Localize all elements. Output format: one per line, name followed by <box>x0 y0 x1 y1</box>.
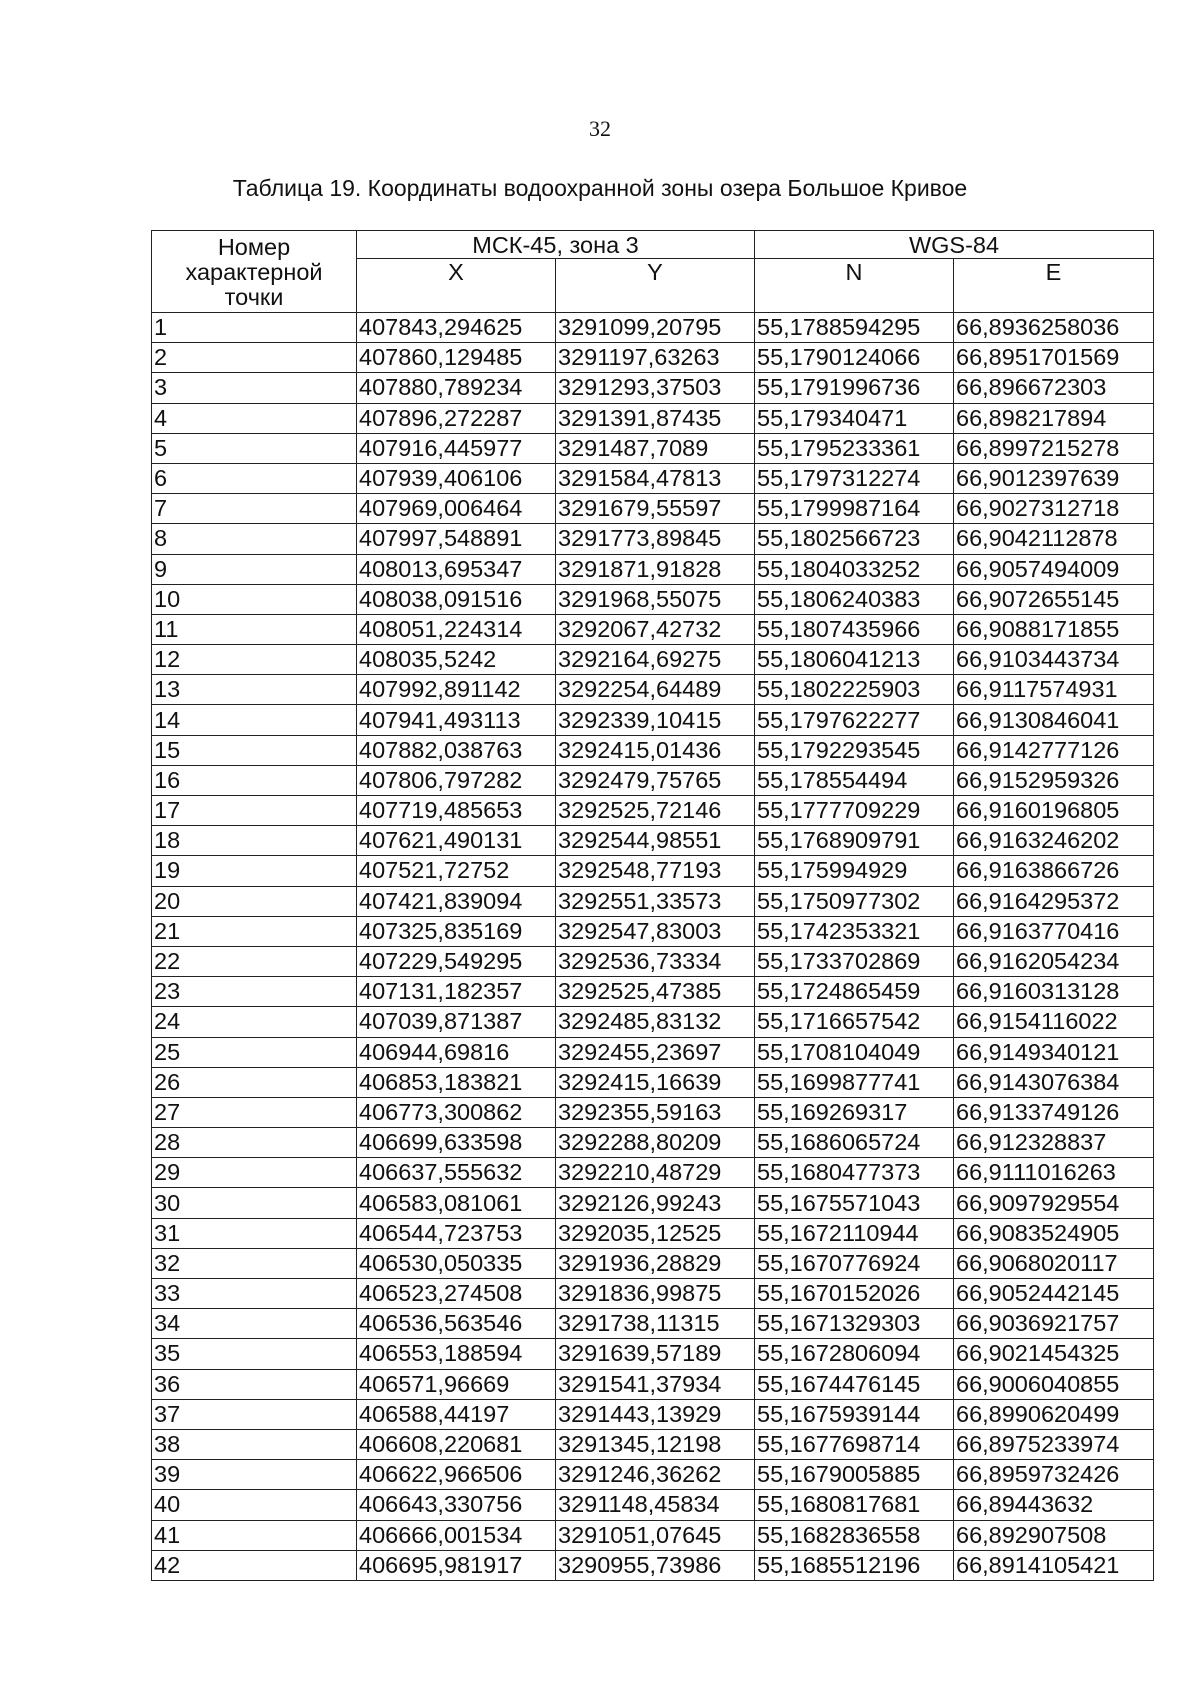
y-cell: 3292067,42732 <box>556 614 755 644</box>
y-cell: 3292547,83003 <box>556 916 755 946</box>
x-cell: 406544,723753 <box>357 1218 556 1248</box>
e-cell: 66,9036921757 <box>954 1309 1154 1339</box>
x-cell: 407421,839094 <box>357 886 556 916</box>
e-cell: 66,9152959326 <box>954 765 1154 795</box>
x-cell: 406695,981917 <box>357 1550 556 1580</box>
x-cell: 406637,555632 <box>357 1158 556 1188</box>
header-x: X <box>357 259 556 313</box>
y-cell: 3292548,77193 <box>556 856 755 886</box>
e-cell: 66,9164295372 <box>954 886 1154 916</box>
point-number-cell: 32 <box>152 1248 357 1278</box>
point-number-cell: 29 <box>152 1158 357 1188</box>
point-number-cell: 33 <box>152 1279 357 1309</box>
x-cell: 406643,330756 <box>357 1490 556 1520</box>
e-cell: 66,9111016263 <box>954 1158 1154 1188</box>
table-row <box>152 554 1154 584</box>
point-number-cell: 14 <box>152 705 357 735</box>
n-cell: 55,1797622277 <box>755 705 954 735</box>
e-cell: 66,9163770416 <box>954 916 1154 946</box>
table-row <box>152 1399 1154 1429</box>
x-cell: 406699,633598 <box>357 1128 556 1158</box>
table-row <box>152 765 1154 795</box>
e-cell: 66,892907508 <box>954 1520 1154 1550</box>
e-cell: 66,9006040855 <box>954 1369 1154 1399</box>
y-cell: 3291099,20795 <box>556 313 755 343</box>
point-number-cell: 20 <box>152 886 357 916</box>
table-row <box>152 1097 1154 1127</box>
table-row <box>152 584 1154 614</box>
n-cell: 55,1675939144 <box>755 1399 954 1429</box>
e-cell: 66,9154116022 <box>954 1007 1154 1037</box>
y-cell: 3292485,83132 <box>556 1007 755 1037</box>
y-cell: 3291871,91828 <box>556 554 755 584</box>
x-cell: 406553,188594 <box>357 1339 556 1369</box>
e-cell: 66,896672303 <box>954 373 1154 403</box>
table-row <box>152 1128 1154 1158</box>
y-cell: 3292355,59163 <box>556 1097 755 1127</box>
table-row <box>152 614 1154 644</box>
x-cell: 407860,129485 <box>357 343 556 373</box>
table-row <box>152 1158 1154 1188</box>
e-cell: 66,9083524905 <box>954 1218 1154 1248</box>
n-cell: 55,169269317 <box>755 1097 954 1127</box>
e-cell: 66,9088171855 <box>954 614 1154 644</box>
n-cell: 55,1806041213 <box>755 645 954 675</box>
n-cell: 55,1768909791 <box>755 826 954 856</box>
e-cell: 66,9143076384 <box>954 1067 1154 1097</box>
e-cell: 66,9163866726 <box>954 856 1154 886</box>
n-cell: 55,1671329303 <box>755 1309 954 1339</box>
n-cell: 55,1685512196 <box>755 1550 954 1580</box>
x-cell: 407997,548891 <box>357 524 556 554</box>
y-cell: 3292455,23697 <box>556 1037 755 1067</box>
point-number-cell: 35 <box>152 1339 357 1369</box>
x-cell: 407621,490131 <box>357 826 556 856</box>
e-cell: 66,9160313128 <box>954 977 1154 1007</box>
point-number-cell: 28 <box>152 1128 357 1158</box>
n-cell: 55,1716657542 <box>755 1007 954 1037</box>
header-point-number: Номер характерной точки <box>152 231 357 313</box>
e-cell: 66,8914105421 <box>954 1550 1154 1580</box>
y-cell: 3292415,01436 <box>556 735 755 765</box>
n-cell: 55,1742353321 <box>755 916 954 946</box>
table-row <box>152 524 1154 554</box>
table-header <box>152 231 1154 313</box>
table-row <box>152 1188 1154 1218</box>
n-cell: 55,1679005885 <box>755 1460 954 1490</box>
x-cell: 407521,72752 <box>357 856 556 886</box>
point-number-cell: 10 <box>152 584 357 614</box>
page-number: 32 <box>589 116 611 141</box>
x-cell: 407843,294625 <box>357 313 556 343</box>
y-cell: 3291836,99875 <box>556 1279 755 1309</box>
table-row <box>152 946 1154 976</box>
n-cell: 55,1670152026 <box>755 1279 954 1309</box>
n-cell: 55,1777709229 <box>755 796 954 826</box>
e-cell: 66,9027312718 <box>954 494 1154 524</box>
e-cell: 66,9117574931 <box>954 675 1154 705</box>
point-number-cell: 6 <box>152 463 357 493</box>
table-row <box>152 433 1154 463</box>
n-cell: 55,1708104049 <box>755 1037 954 1067</box>
n-cell: 55,1792293545 <box>755 735 954 765</box>
x-cell: 406523,274508 <box>357 1279 556 1309</box>
y-cell: 3291639,57189 <box>556 1339 755 1369</box>
x-cell: 407941,493113 <box>357 705 556 735</box>
point-number-cell: 37 <box>152 1399 357 1429</box>
x-cell: 408051,224314 <box>357 614 556 644</box>
x-cell: 407992,891142 <box>357 675 556 705</box>
n-cell: 55,179340471 <box>755 403 954 433</box>
point-number-cell: 5 <box>152 433 357 463</box>
y-cell: 3292415,16639 <box>556 1067 755 1097</box>
point-number-cell: 4 <box>152 403 357 433</box>
x-cell: 407806,797282 <box>357 765 556 795</box>
y-cell: 3291584,47813 <box>556 463 755 493</box>
n-cell: 55,1733702869 <box>755 946 954 976</box>
n-cell: 55,1672806094 <box>755 1339 954 1369</box>
x-cell: 408038,091516 <box>357 584 556 614</box>
n-cell: 55,1724865459 <box>755 977 954 1007</box>
x-cell: 407969,006464 <box>357 494 556 524</box>
n-cell: 55,1670776924 <box>755 1248 954 1278</box>
point-number-cell: 31 <box>152 1218 357 1248</box>
y-cell: 3292339,10415 <box>556 705 755 735</box>
n-cell: 55,1672110944 <box>755 1218 954 1248</box>
point-number-cell: 22 <box>152 946 357 976</box>
table-row <box>152 1550 1154 1580</box>
n-cell: 55,1674476145 <box>755 1369 954 1399</box>
point-number-cell: 21 <box>152 916 357 946</box>
point-number-cell: 11 <box>152 614 357 644</box>
point-number-cell: 23 <box>152 977 357 1007</box>
y-cell: 3291293,37503 <box>556 373 755 403</box>
table-row <box>152 735 1154 765</box>
n-cell: 55,1797312274 <box>755 463 954 493</box>
x-cell: 406530,050335 <box>357 1248 556 1278</box>
e-cell: 66,8951701569 <box>954 343 1154 373</box>
y-cell: 3291443,13929 <box>556 1399 755 1429</box>
table-row <box>152 1429 1154 1459</box>
table-row <box>152 463 1154 493</box>
x-cell: 406666,001534 <box>357 1520 556 1550</box>
table-row <box>152 826 1154 856</box>
x-cell: 407939,406106 <box>357 463 556 493</box>
table-row <box>152 675 1154 705</box>
y-cell: 3292479,75765 <box>556 765 755 795</box>
e-cell: 66,9057494009 <box>954 554 1154 584</box>
y-cell: 3291345,12198 <box>556 1429 755 1459</box>
x-cell: 407882,038763 <box>357 735 556 765</box>
point-number-cell: 39 <box>152 1460 357 1490</box>
table-row <box>152 916 1154 946</box>
n-cell: 55,1675571043 <box>755 1188 954 1218</box>
table-row <box>152 886 1154 916</box>
point-number-cell: 17 <box>152 796 357 826</box>
e-cell: 66,9072655145 <box>954 584 1154 614</box>
y-cell: 3292536,73334 <box>556 946 755 976</box>
x-cell: 407916,445977 <box>357 433 556 463</box>
point-number-cell: 38 <box>152 1429 357 1459</box>
e-cell: 66,898217894 <box>954 403 1154 433</box>
e-cell: 66,9068020117 <box>954 1248 1154 1278</box>
table-row <box>152 403 1154 433</box>
table-row <box>152 796 1154 826</box>
y-cell: 3292525,72146 <box>556 796 755 826</box>
table-row <box>152 856 1154 886</box>
x-cell: 406536,563546 <box>357 1309 556 1339</box>
e-cell: 66,9162054234 <box>954 946 1154 976</box>
e-cell: 66,9042112878 <box>954 524 1154 554</box>
table-row <box>152 1067 1154 1097</box>
x-cell: 407896,272287 <box>357 403 556 433</box>
e-cell: 66,89443632 <box>954 1490 1154 1520</box>
n-cell: 55,175994929 <box>755 856 954 886</box>
header-n: N <box>755 259 954 313</box>
n-cell: 55,1806240383 <box>755 584 954 614</box>
x-cell: 407039,871387 <box>357 1007 556 1037</box>
y-cell: 3291148,45834 <box>556 1490 755 1520</box>
point-number-cell: 36 <box>152 1369 357 1399</box>
point-number-cell: 1 <box>152 313 357 343</box>
n-cell: 55,1686065724 <box>755 1128 954 1158</box>
y-cell: 3291487,7089 <box>556 433 755 463</box>
table-row <box>152 1248 1154 1278</box>
point-number-cell: 26 <box>152 1067 357 1097</box>
x-cell: 406853,183821 <box>357 1067 556 1097</box>
table-row <box>152 705 1154 735</box>
e-cell: 66,9160196805 <box>954 796 1154 826</box>
x-cell: 408035,5242 <box>357 645 556 675</box>
e-cell: 66,8997215278 <box>954 433 1154 463</box>
y-cell: 3292254,64489 <box>556 675 755 705</box>
point-number-cell: 19 <box>152 856 357 886</box>
table-row <box>152 343 1154 373</box>
n-cell: 55,1677698714 <box>755 1429 954 1459</box>
table-row <box>152 494 1154 524</box>
n-cell: 55,178554494 <box>755 765 954 795</box>
point-number-cell: 12 <box>152 645 357 675</box>
table-row <box>152 313 1154 343</box>
e-cell: 66,9130846041 <box>954 705 1154 735</box>
point-number-cell: 24 <box>152 1007 357 1037</box>
header-wgs84: WGS-84 <box>755 231 1154 259</box>
point-number-cell: 34 <box>152 1309 357 1339</box>
point-number-cell: 27 <box>152 1097 357 1127</box>
y-cell: 3292164,69275 <box>556 645 755 675</box>
table-row <box>152 1520 1154 1550</box>
x-cell: 407880,789234 <box>357 373 556 403</box>
point-number-cell: 8 <box>152 524 357 554</box>
e-cell: 66,8975233974 <box>954 1429 1154 1459</box>
y-cell: 3292551,33573 <box>556 886 755 916</box>
point-number-cell: 7 <box>152 494 357 524</box>
y-cell: 3291936,28829 <box>556 1248 755 1278</box>
table-row <box>152 1339 1154 1369</box>
y-cell: 3291773,89845 <box>556 524 755 554</box>
point-number-cell: 13 <box>152 675 357 705</box>
point-number-cell: 3 <box>152 373 357 403</box>
e-cell: 66,9103443734 <box>954 645 1154 675</box>
x-cell: 406588,44197 <box>357 1399 556 1429</box>
e-cell: 66,9052442145 <box>954 1279 1154 1309</box>
point-number-cell: 18 <box>152 826 357 856</box>
y-cell: 3291738,11315 <box>556 1309 755 1339</box>
x-cell: 407719,485653 <box>357 796 556 826</box>
table-title: Таблица 19. Координаты водоохранной зоны озера Большое Кривое <box>232 175 968 201</box>
n-cell: 55,1802566723 <box>755 524 954 554</box>
table-row <box>152 1309 1154 1339</box>
table-row <box>152 1037 1154 1067</box>
e-cell: 66,9012397639 <box>954 463 1154 493</box>
x-cell: 406583,081061 <box>357 1188 556 1218</box>
y-cell: 3291968,55075 <box>556 584 755 614</box>
y-cell: 3291391,87435 <box>556 403 755 433</box>
x-cell: 406608,220681 <box>357 1429 556 1459</box>
x-cell: 406773,300862 <box>357 1097 556 1127</box>
point-number-cell: 25 <box>152 1037 357 1067</box>
y-cell: 3291541,37934 <box>556 1369 755 1399</box>
table-row <box>152 977 1154 1007</box>
y-cell: 3290955,73986 <box>556 1550 755 1580</box>
point-number-cell: 42 <box>152 1550 357 1580</box>
n-cell: 55,1682836558 <box>755 1520 954 1550</box>
y-cell: 3292544,98551 <box>556 826 755 856</box>
table-body <box>152 313 1154 1581</box>
header-y: Y <box>556 259 755 313</box>
y-cell: 3291197,63263 <box>556 343 755 373</box>
n-cell: 55,1750977302 <box>755 886 954 916</box>
e-cell: 66,912328837 <box>954 1128 1154 1158</box>
table-row <box>152 645 1154 675</box>
n-cell: 55,1802225903 <box>755 675 954 705</box>
point-number-cell: 16 <box>152 765 357 795</box>
e-cell: 66,9097929554 <box>954 1188 1154 1218</box>
x-cell: 406944,69816 <box>357 1037 556 1067</box>
y-cell: 3291679,55597 <box>556 494 755 524</box>
e-cell: 66,9163246202 <box>954 826 1154 856</box>
x-cell: 407131,182357 <box>357 977 556 1007</box>
n-cell: 55,1790124066 <box>755 343 954 373</box>
e-cell: 66,8959732426 <box>954 1460 1154 1490</box>
x-cell: 406622,966506 <box>357 1460 556 1490</box>
header-e: E <box>954 259 1154 313</box>
point-number-cell: 40 <box>152 1490 357 1520</box>
table-row <box>152 1007 1154 1037</box>
header-msk45-zone3: МСК-45, зона 3 <box>357 231 755 259</box>
n-cell: 55,1799987164 <box>755 494 954 524</box>
y-cell: 3291051,07645 <box>556 1520 755 1550</box>
n-cell: 55,1680817681 <box>755 1490 954 1520</box>
coordinates-table <box>151 230 1154 1581</box>
e-cell: 66,9142777126 <box>954 735 1154 765</box>
point-number-cell: 9 <box>152 554 357 584</box>
point-number-cell: 2 <box>152 343 357 373</box>
y-cell: 3291246,36262 <box>556 1460 755 1490</box>
point-number-cell: 15 <box>152 735 357 765</box>
y-cell: 3292035,12525 <box>556 1218 755 1248</box>
e-cell: 66,9133749126 <box>954 1097 1154 1127</box>
n-cell: 55,1804033252 <box>755 554 954 584</box>
e-cell: 66,9021454325 <box>954 1339 1154 1369</box>
n-cell: 55,1795233361 <box>755 433 954 463</box>
table-row <box>152 1279 1154 1309</box>
table-row <box>152 1218 1154 1248</box>
point-number-cell: 30 <box>152 1188 357 1218</box>
x-cell: 407229,549295 <box>357 946 556 976</box>
e-cell: 66,9149340121 <box>954 1037 1154 1067</box>
table-row <box>152 1460 1154 1490</box>
n-cell: 55,1680477373 <box>755 1158 954 1188</box>
y-cell: 3292288,80209 <box>556 1128 755 1158</box>
x-cell: 406571,96669 <box>357 1369 556 1399</box>
x-cell: 408013,695347 <box>357 554 556 584</box>
table-row <box>152 373 1154 403</box>
x-cell: 407325,835169 <box>357 916 556 946</box>
y-cell: 3292525,47385 <box>556 977 755 1007</box>
table-row <box>152 1490 1154 1520</box>
point-number-cell: 41 <box>152 1520 357 1550</box>
y-cell: 3292210,48729 <box>556 1158 755 1188</box>
n-cell: 55,1807435966 <box>755 614 954 644</box>
n-cell: 55,1699877741 <box>755 1067 954 1097</box>
n-cell: 55,1788594295 <box>755 313 954 343</box>
e-cell: 66,8990620499 <box>954 1399 1154 1429</box>
y-cell: 3292126,99243 <box>556 1188 755 1218</box>
table-row <box>152 1369 1154 1399</box>
e-cell: 66,8936258036 <box>954 313 1154 343</box>
n-cell: 55,1791996736 <box>755 373 954 403</box>
